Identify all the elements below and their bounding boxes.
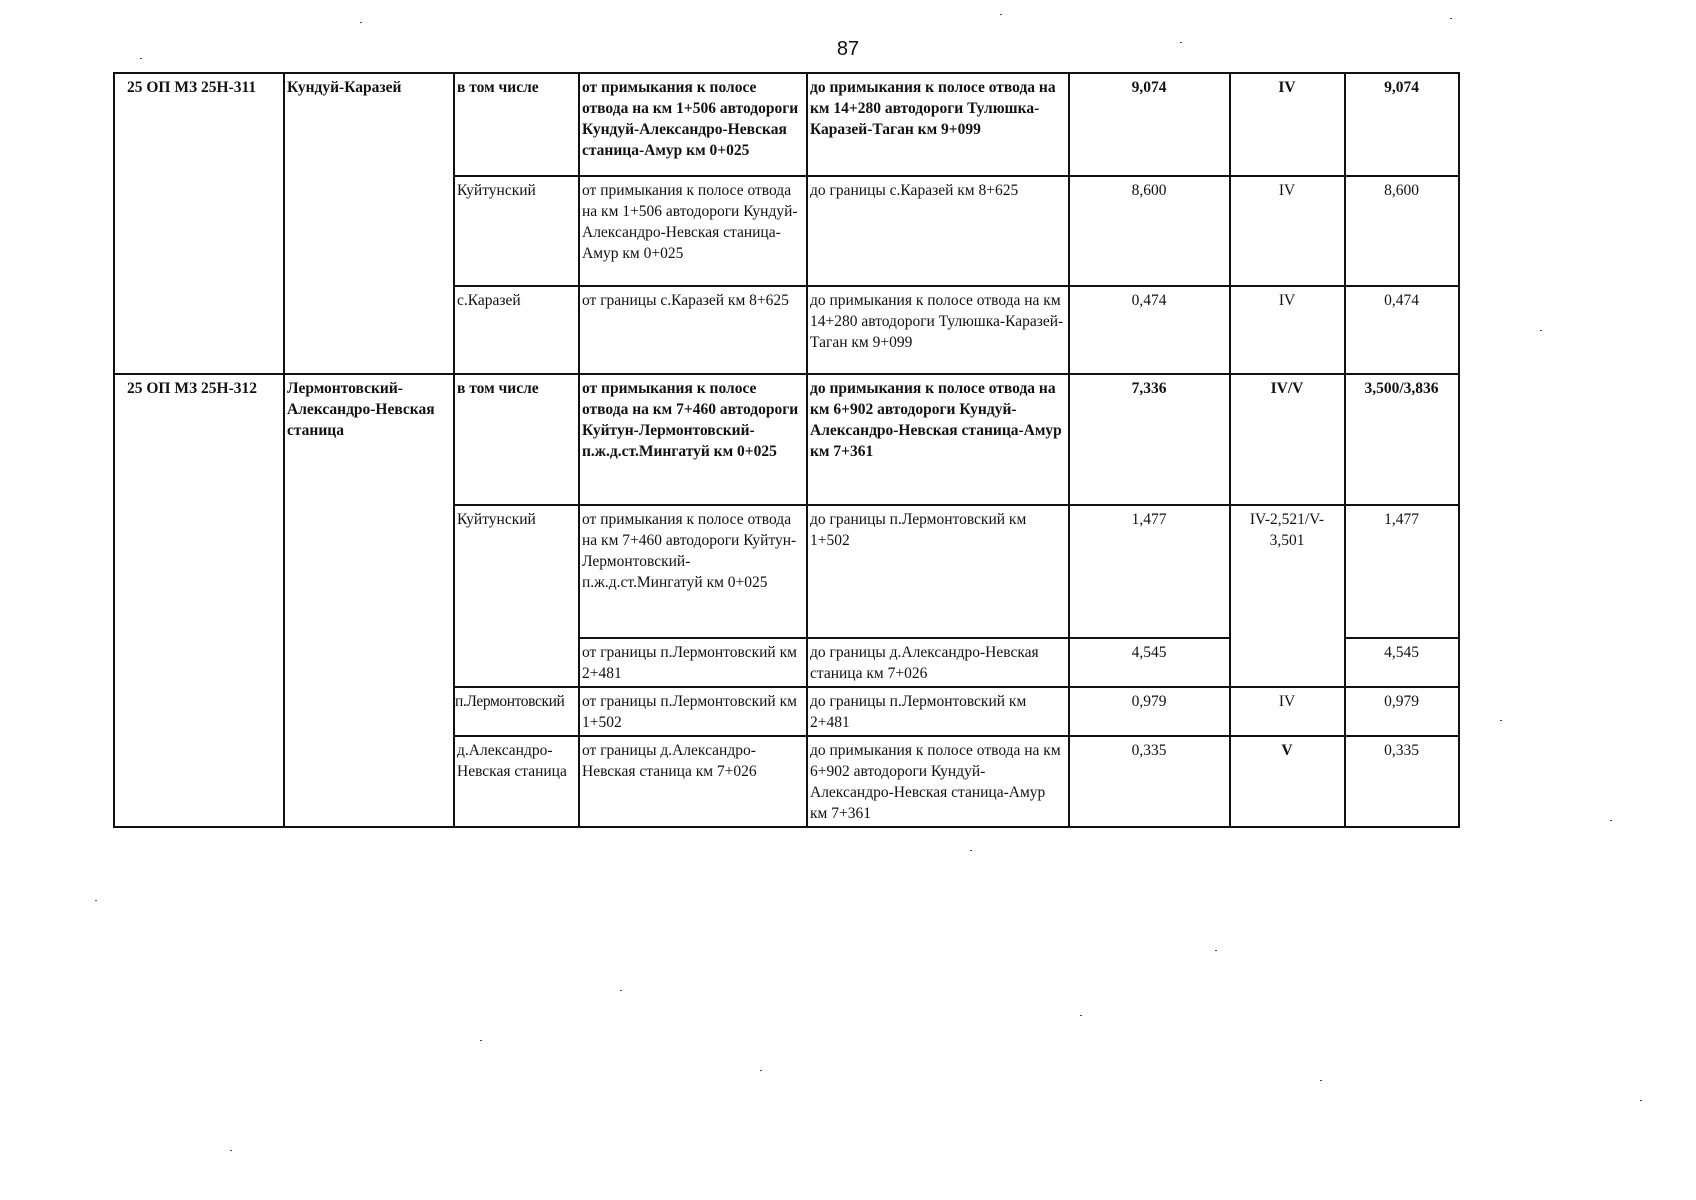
from-cell: от границы с.Каразей км 8+625 (579, 286, 807, 374)
scan-speck (360, 22, 362, 23)
category-length-cell: 0,474 (1345, 286, 1459, 374)
scan-speck (95, 900, 97, 901)
category-length-cell: 4,545 (1345, 638, 1459, 687)
length-cell: 4,545 (1069, 638, 1230, 687)
road-name-cell: Кундуй-Каразей (284, 73, 454, 374)
category-cell: IV/V (1230, 374, 1345, 505)
scan-speck (1500, 720, 1502, 721)
scan-speck (970, 850, 972, 851)
to-cell: до границы п.Лермонтовский км 1+502 (807, 505, 1069, 638)
length-cell: 8,600 (1069, 176, 1230, 286)
category-length-cell: 0,979 (1345, 687, 1459, 736)
from-cell: от примыкания к полосе отвода на км 7+460 автодороги Куйтун-Лермонтовский-п.ж.д.ст.Мингатуй км 0+025 (579, 505, 807, 638)
district-cell: в том числе (454, 374, 579, 505)
district-cell: Куйтунский (454, 176, 579, 286)
table-row (114, 73, 1459, 176)
district-cell: Куйтунский (454, 505, 579, 687)
length-cell: 0,474 (1069, 286, 1230, 374)
length-cell: 9,074 (1069, 73, 1230, 176)
to-cell: до границы с.Каразей км 8+625 (807, 176, 1069, 286)
to-cell: до примыкания к полосе отвода на км 6+902 автодороги Кундуй-Александро-Невская станица-Амур км 7+361 (807, 736, 1069, 827)
length-cell: 0,979 (1069, 687, 1230, 736)
to-cell: до примыкания к полосе отвода на км 14+280 автодороги Тулюшка-Каразей-Таган км 9+099 (807, 286, 1069, 374)
district-cell: в том числе (454, 73, 579, 176)
from-cell: от примыкания к полосе отвода на км 7+460 автодороги Куйтун-Лермонтовский-п.ж.д.ст.Мингатуй км 0+025 (579, 374, 807, 505)
table-row (114, 374, 1459, 505)
length-cell: 1,477 (1069, 505, 1230, 638)
category-cell: IV (1230, 286, 1345, 374)
scan-speck (1540, 330, 1542, 331)
scan-speck (480, 1040, 482, 1041)
from-cell: от примыкания к полосе отвода на км 1+506 автодороги Кундуй-Александро-Невская станица-Амур км 0+025 (579, 176, 807, 286)
scan-speck (620, 990, 622, 991)
to-cell: до границы д.Александро-Невская станица км 7+026 (807, 638, 1069, 687)
scan-speck (1640, 1100, 1642, 1101)
category-cell: IV (1230, 73, 1345, 176)
scan-speck (1000, 14, 1002, 15)
road-code-cell: 25 ОП МЗ 25Н-311 (114, 73, 284, 374)
scan-speck (760, 1070, 762, 1071)
category-length-cell: 8,600 (1345, 176, 1459, 286)
length-cell: 7,336 (1069, 374, 1230, 505)
scan-speck (230, 1150, 232, 1151)
category-cell: V (1230, 736, 1345, 827)
district-cell: д.Александро-Невская станица (454, 736, 579, 827)
category-length-cell: 9,074 (1345, 73, 1459, 176)
category-length-cell: 1,477 (1345, 505, 1459, 638)
roads-table (113, 72, 1460, 828)
length-cell: 0,335 (1069, 736, 1230, 827)
from-cell: от границы д.Александро-Невская станица км 7+026 (579, 736, 807, 827)
to-cell: до границы п.Лермонтовский км 2+481 (807, 687, 1069, 736)
category-length-cell: 0,335 (1345, 736, 1459, 827)
to-cell: до примыкания к полосе отвода на км 6+902 автодороги Кундуй-Александро-Невская станица-Амур км 7+361 (807, 374, 1069, 505)
to-cell: до примыкания к полосе отвода на км 14+280 автодороги Тулюшка-Каразей-Таган км 9+099 (807, 73, 1069, 176)
district-cell: с.Каразей (454, 286, 579, 374)
from-cell: от границы п.Лермонтовский км 2+481 (579, 638, 807, 687)
road-name-cell: Лермонтовский-Александро-Невская станица (284, 374, 454, 827)
district-cell: п.Лермонтовский (454, 687, 579, 736)
scan-speck (1320, 1080, 1322, 1081)
page-number: 87 (836, 38, 860, 60)
scan-speck (1215, 950, 1217, 951)
scan-speck (140, 58, 142, 59)
scan-speck (1610, 820, 1612, 821)
scan-speck (1450, 18, 1452, 19)
from-cell: от границы п.Лермонтовский км 1+502 (579, 687, 807, 736)
from-cell: от примыкания к полосе отвода на км 1+506 автодороги Кундуй-Александро-Невская станица-Амур км 0+025 (579, 73, 807, 176)
category-cell: IV (1230, 687, 1345, 736)
category-length-cell: 3,500/3,836 (1345, 374, 1459, 505)
category-cell: IV-2,521/V-3,501 (1230, 505, 1345, 687)
road-code-cell: 25 ОП МЗ 25Н-312 (114, 374, 284, 827)
scan-speck (1180, 42, 1182, 43)
scan-speck (1080, 1015, 1082, 1016)
category-cell: IV (1230, 176, 1345, 286)
